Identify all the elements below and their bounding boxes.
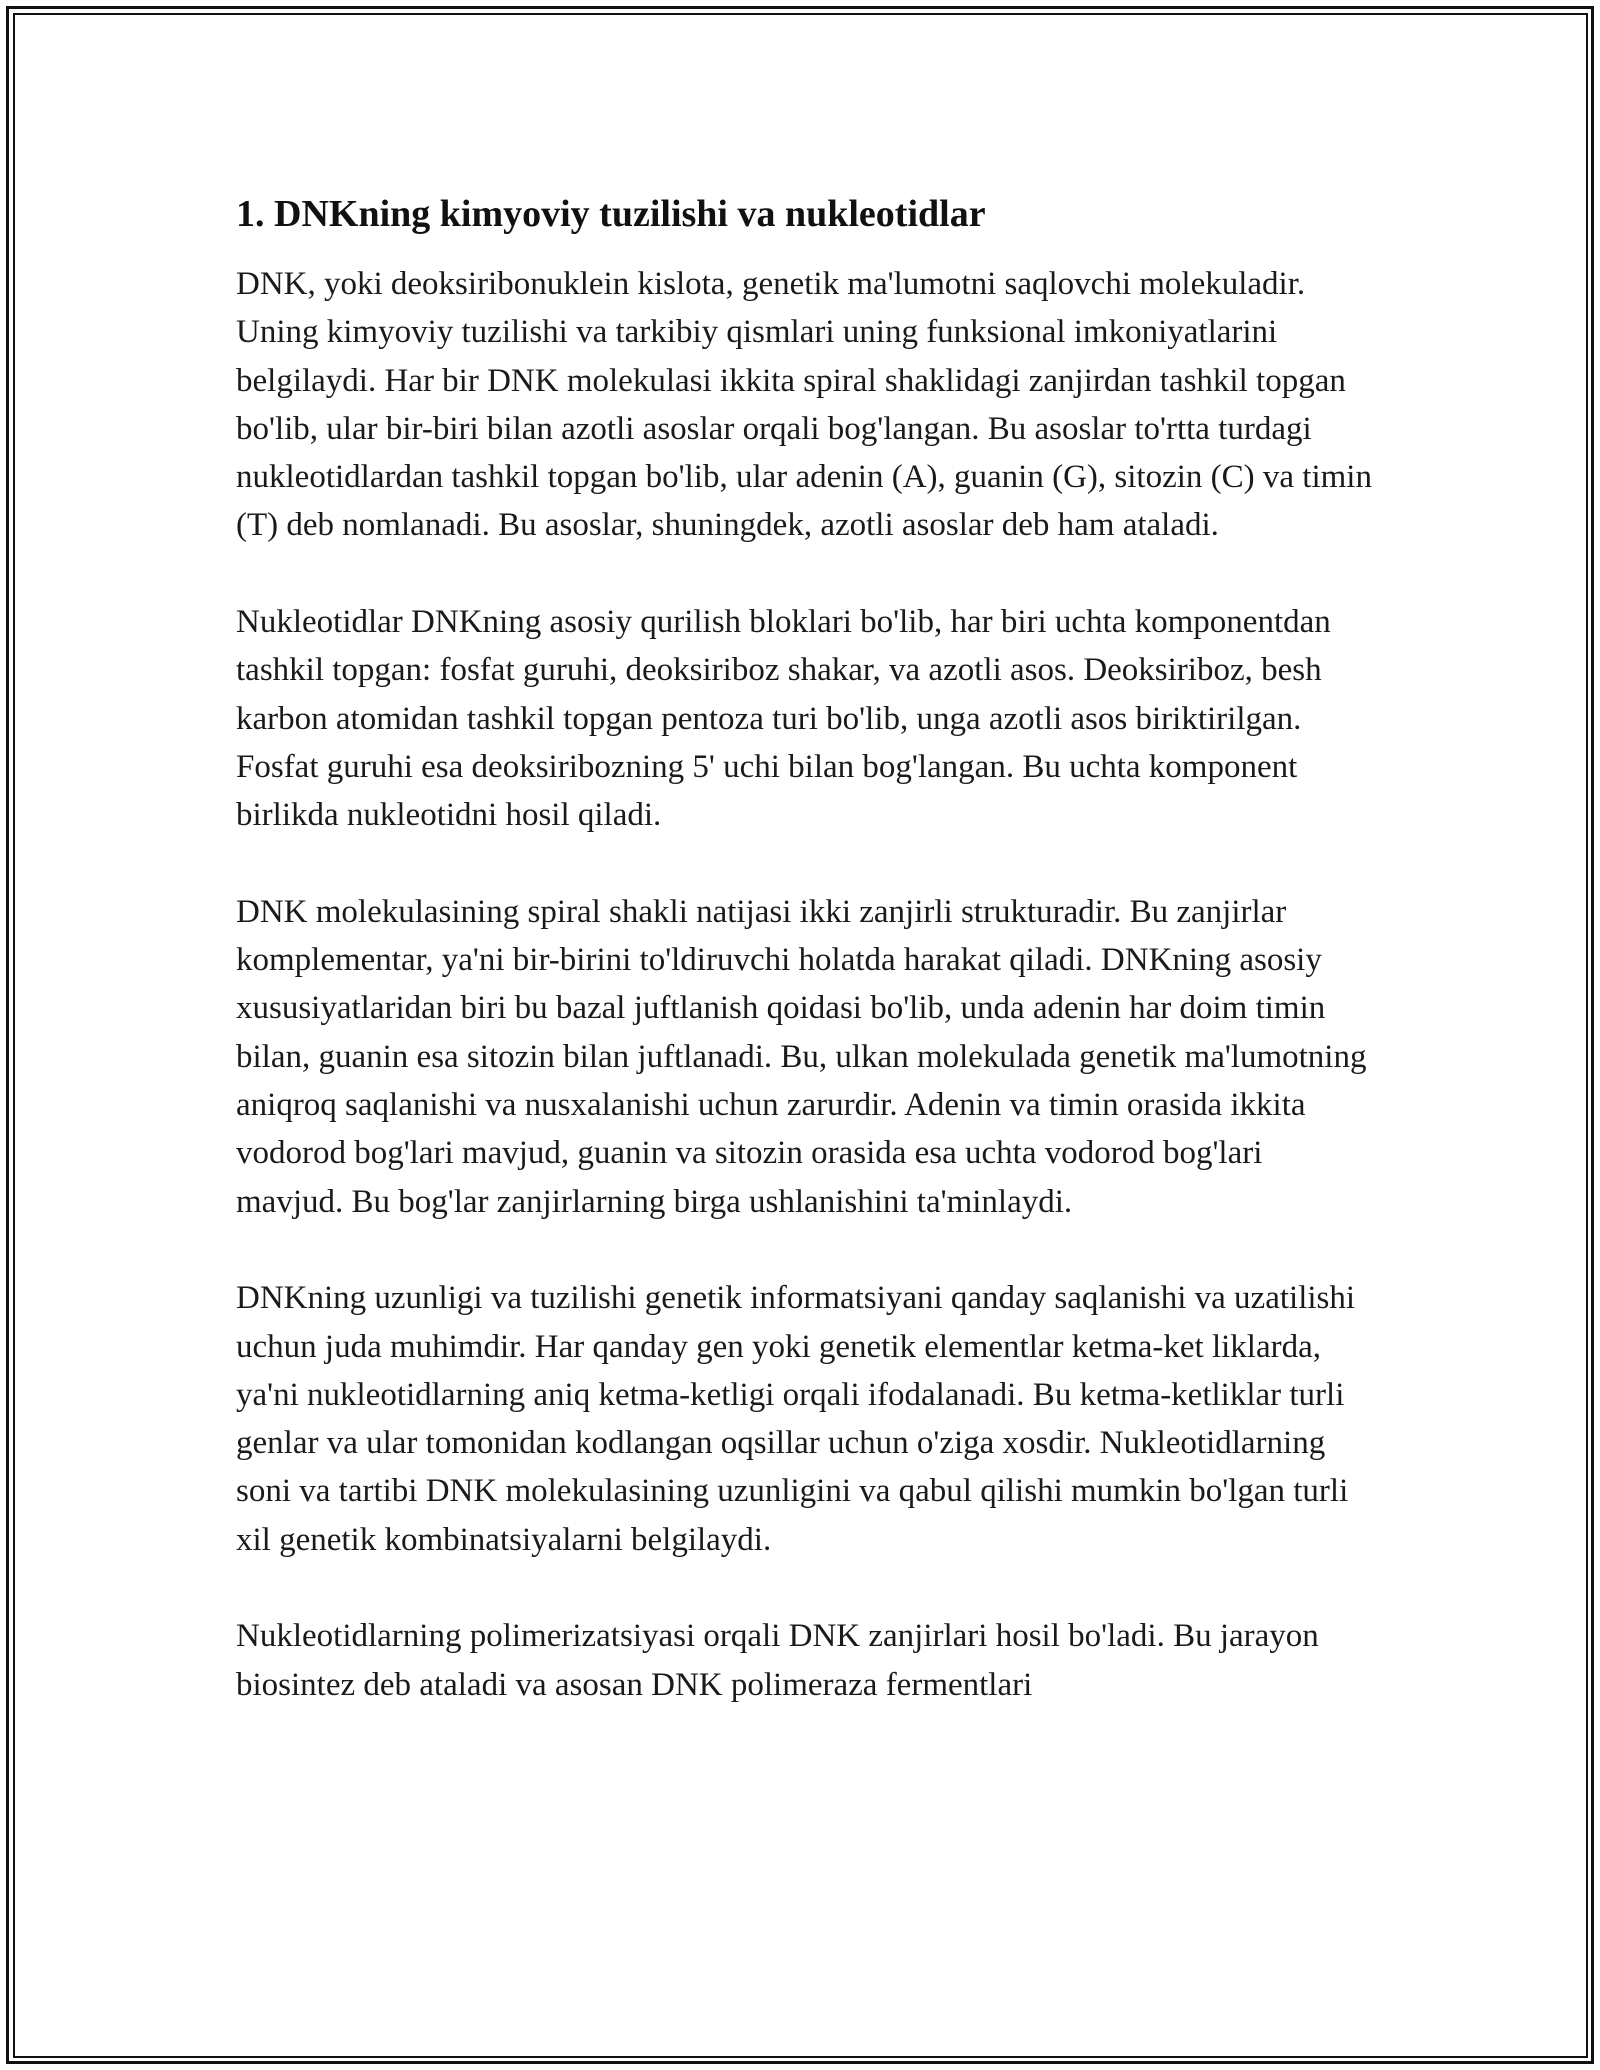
- paragraph-1: DNK, yoki deoksiribonuklein kislota, genetik ma'lumotni saqlovchi molekuladir. Uning kimyoviy tuzilishi va tarkibiy qismlari uning funksional imkoniyatlarini belgilaydi. Har bir DNK molekulasi ikkita spiral shaklidagi zanjirdan tashkil topgan bo'lib, ular bir-biri bilan azotli asoslar orqali bog'langan. Bu asoslar to'rtta turdagi nukleotidlardan tashkil topgan bo'lib, ular adenin (A), guanin (G), sitozin (C) va timin (T) deb nomlanadi. Bu asoslar, shuningdek, azotli asoslar deb ham ataladi.: [236, 266, 1372, 544]
- paragraph-2: Nukleotidlar DNKning asosiy qurilish bloklari bo'lib, har biri uchta komponentdan tashkil topgan: fosfat guruhi, deoksiriboz shakar, va azotli asos. Deoksiriboz, besh karbon atomidan tashkil topgan pentoza turi bo'lib, unga azotli asos biriktirilgan. Fosfat guruhi esa deoksiribozning 5' uchi bilan bog'langan. Bu uchta komponent birlikda nukleotidni hosil qiladi.: [236, 604, 1331, 834]
- paragraph-5: Nukleotidlarning polimerizatsiyasi orqali DNK zanjirlari hosil bo'ladi. Bu jarayon biosintez deb ataladi va asosan DNK polimeraza fermentlari: [236, 1618, 1319, 1703]
- paragraph-4: DNKning uzunligi va tuzilishi genetik informatsiyani qanday saqlanishi va uzatilishi uchun juda muhimdir. Har qanday gen yoki genetik elementlar ketma-ket liklarda, ya'ni nukleotidlarning aniq ketma-ketligi orqali ifodalanadi. Bu ketma-ketliklar turli genlar va ular tomonidan kodlangan oqsillar uchun o'ziga xosdir. Nukleotidlarning soni va tartibi DNK molekulasining uzunligini va qabul qilishi mumkin bo'lgan turli xil genetik kombinatsiyalarni belgilaydi.: [236, 1280, 1356, 1558]
- document-body: [236, 186, 1376, 1757]
- section-heading: 1. DNKning kimyoviy tuzilishi va nukleotidlar: [236, 193, 986, 235]
- paragraph-3: DNK molekulasining spiral shakli natijasi ikki zanjirli strukturadir. Bu zanjirlar komplementar, ya'ni bir-birini to'ldiruvchi holatda harakat qiladi. DNKning asosiy xususiyatlaridan biri bu bazal juftlanish qoidasi bo'lib, unda adenin har doim timin bilan, guanin esa sitozin bilan juftlanadi. Bu, ulkan molekulada genetik ma'lumotning aniqroq saqlanishi va nusxalanishi uchun zarurdir. Adenin va timin orasida ikkita vodorod bog'lari mavjud, guanin va sitozin orasida esa uchta vodorod bog'lari mavjud. Bu bog'lar zanjirlarning birga ushlanishini ta'minlaydi.: [236, 893, 1367, 1220]
